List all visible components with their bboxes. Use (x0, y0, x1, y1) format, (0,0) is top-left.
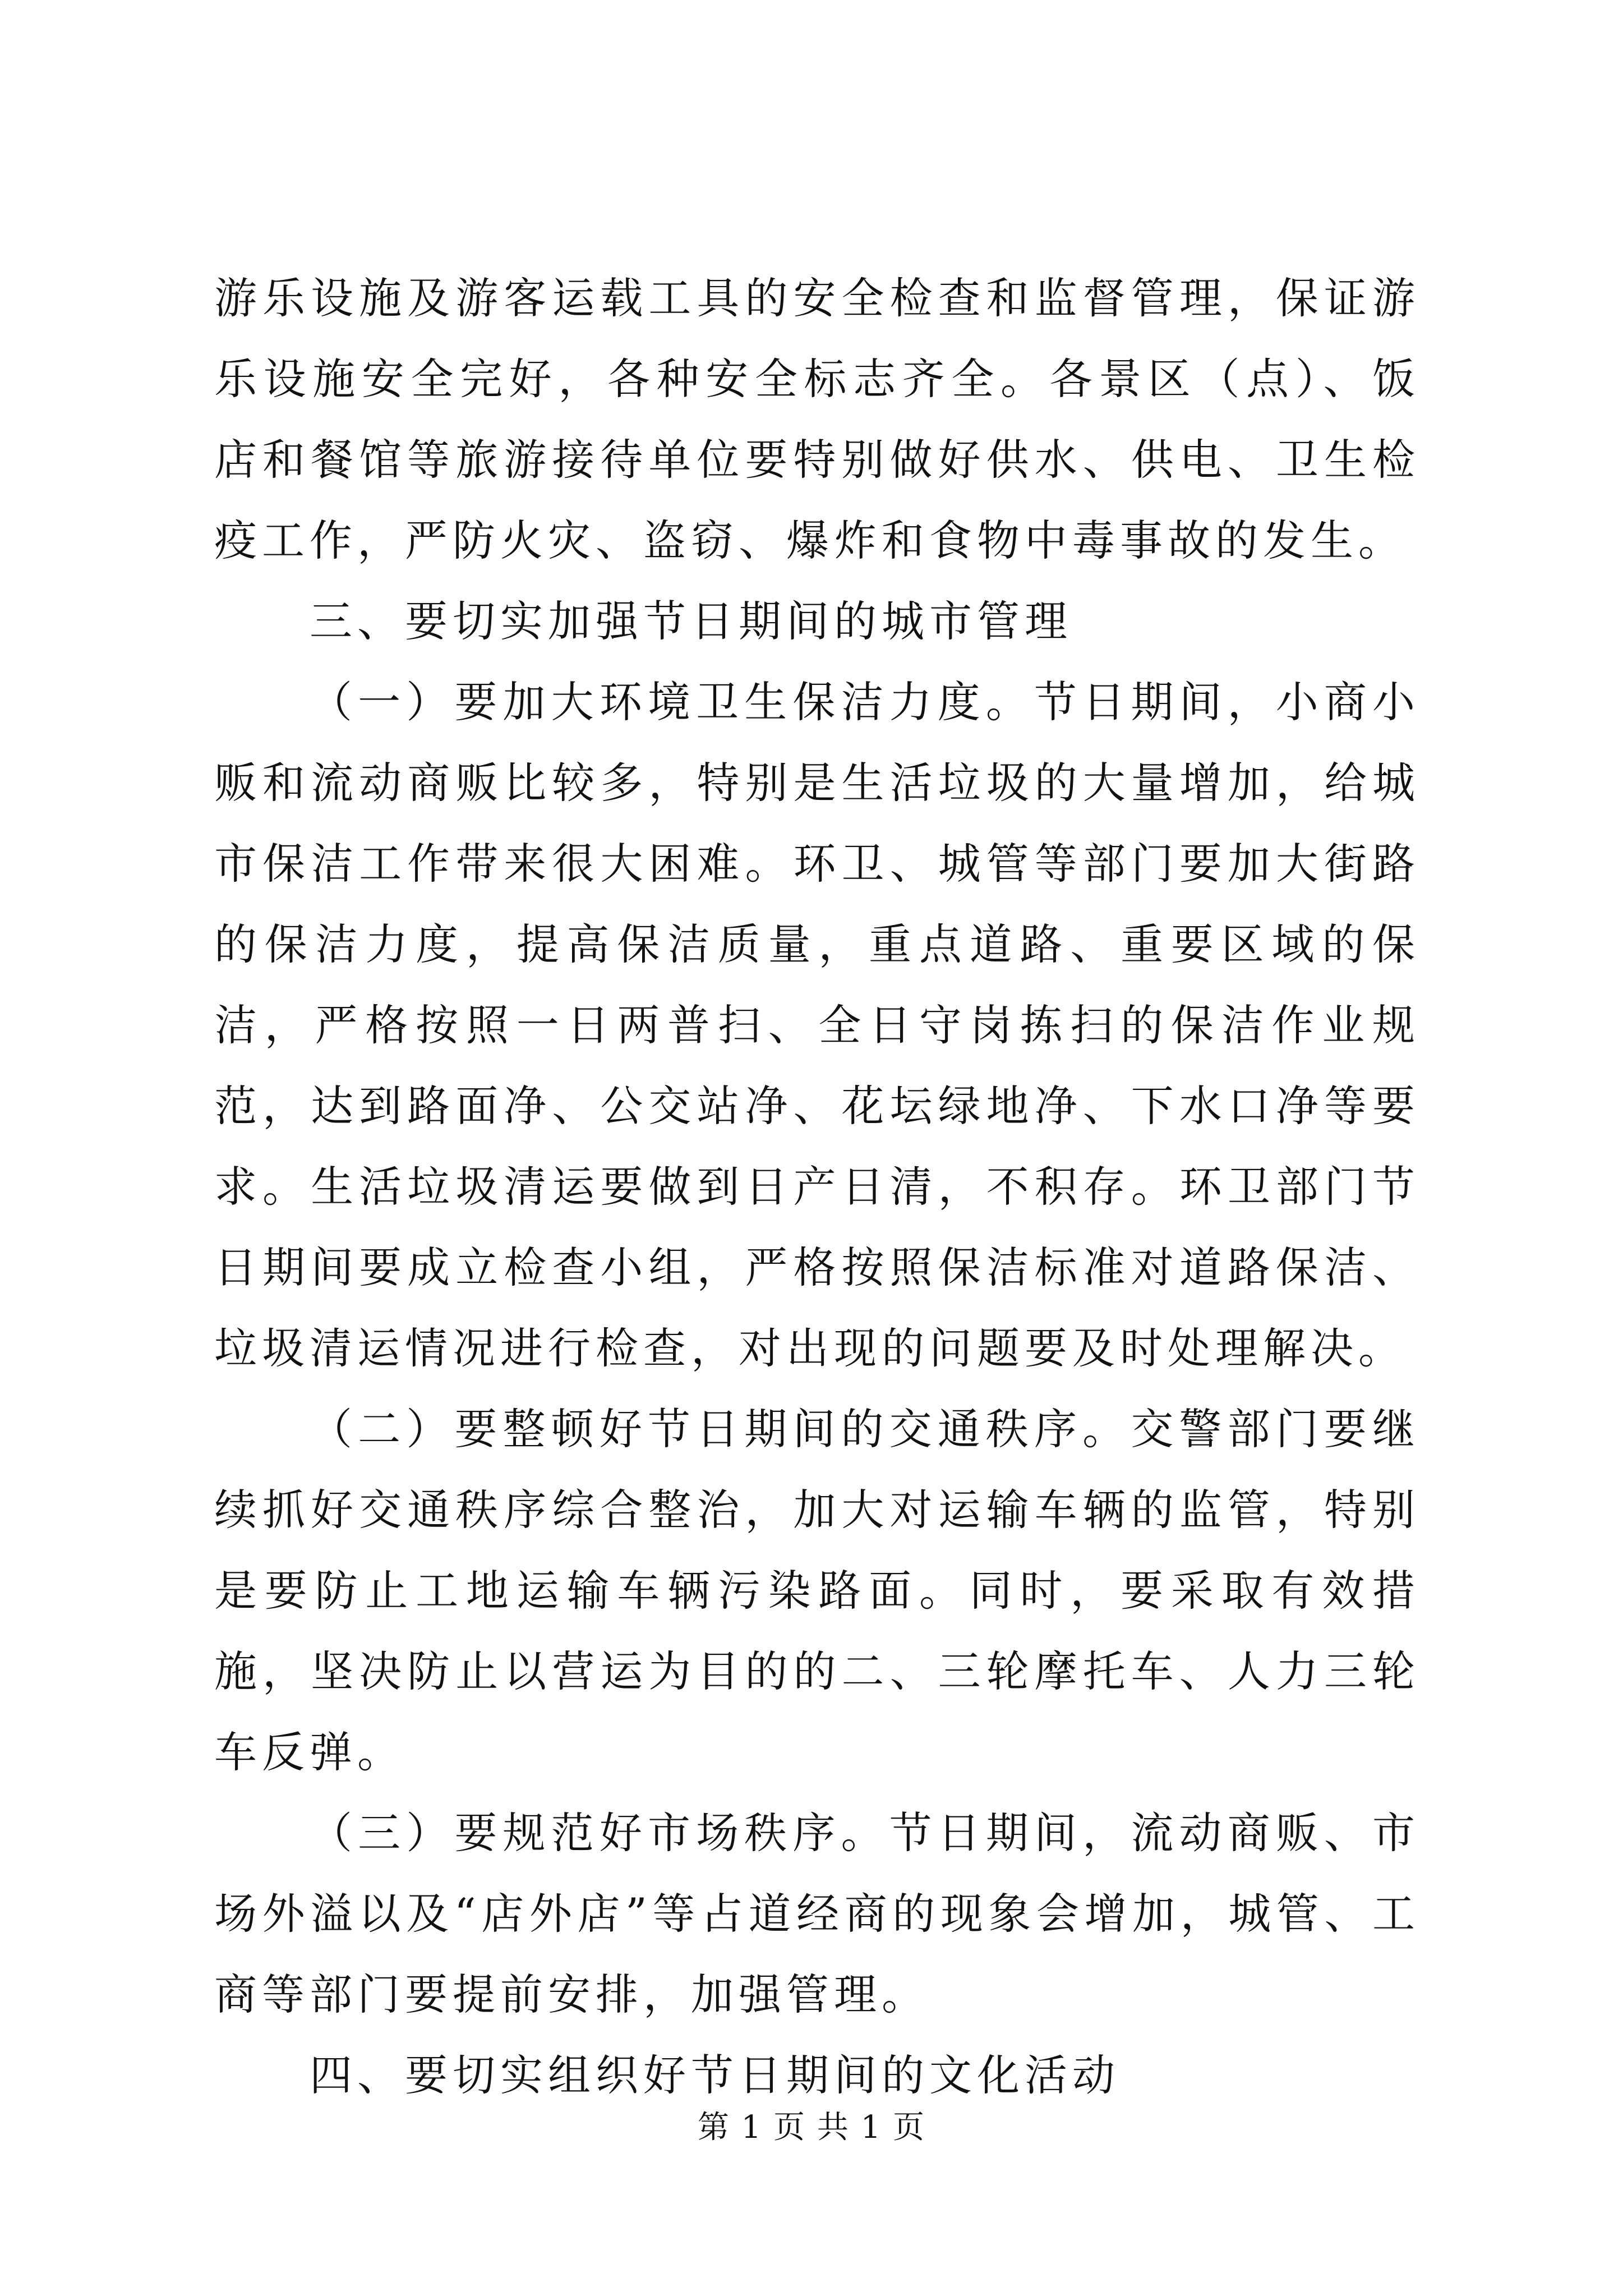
paragraph-market-order: （三）要规范好市场秩序。节日期间，流动商贩、市场外溢以及“店外店”等占道经商的现象会增加，城管、工商等部门要提前安排，加强管理。 (214, 1808, 1420, 2019)
page-number-footer: 第 1 页 共 1 页 (697, 2109, 926, 2146)
section-heading-cultural-activities: 四、要切实组织好节日期间的文化活动 (310, 2050, 1120, 2100)
section-heading-city-management: 三、要切实加强节日期间的城市管理 (310, 596, 1072, 646)
paragraph-sanitation: （一）要加大环境卫生保洁力度。节日期间，小商小贩和流动商贩比较多，特别是生活垃圾的大量增加，给城市保洁工作带来很大困难。环卫、城管等部门要加大街路的保洁力度，提高保洁质量，重点道路、重要区域的保洁，严格按照一日两普扫、全日守岗拣扫的保洁作业规范，达到路面净、公交站净、花坛绿地净、下水口净等要求。生活垃圾清运要做到日产日清，不积存。环卫部门节日期间要成立检查小组，严格按照保洁标准对道路保洁、垃圾清运情况进行检查，对出现的问题要及时处理解决。 (214, 677, 1420, 1373)
document-body (214, 258, 1420, 2116)
paragraph-safety-inspection: 游乐设施及游客运载工具的安全检查和监督管理，保证游乐设施安全完好，各种安全标志齐全。各景区（点）、饭店和餐馆等旅游接待单位要特别做好供水、供电、卫生检疫工作，严防火灾、盗窃、爆炸和食物中毒事故的发生。 (214, 273, 1420, 565)
paragraph-traffic-order: （二）要整顿好节日期间的交通秩序。交警部门要继续抓好交通秩序综合整治，加大对运输车辆的监管，特别是要防止工地运输车辆污染路面。同时，要采取有效措施，坚决防止以营运为目的的二、三轮摩托车、人力三轮车反弹。 (214, 1404, 1420, 1777)
